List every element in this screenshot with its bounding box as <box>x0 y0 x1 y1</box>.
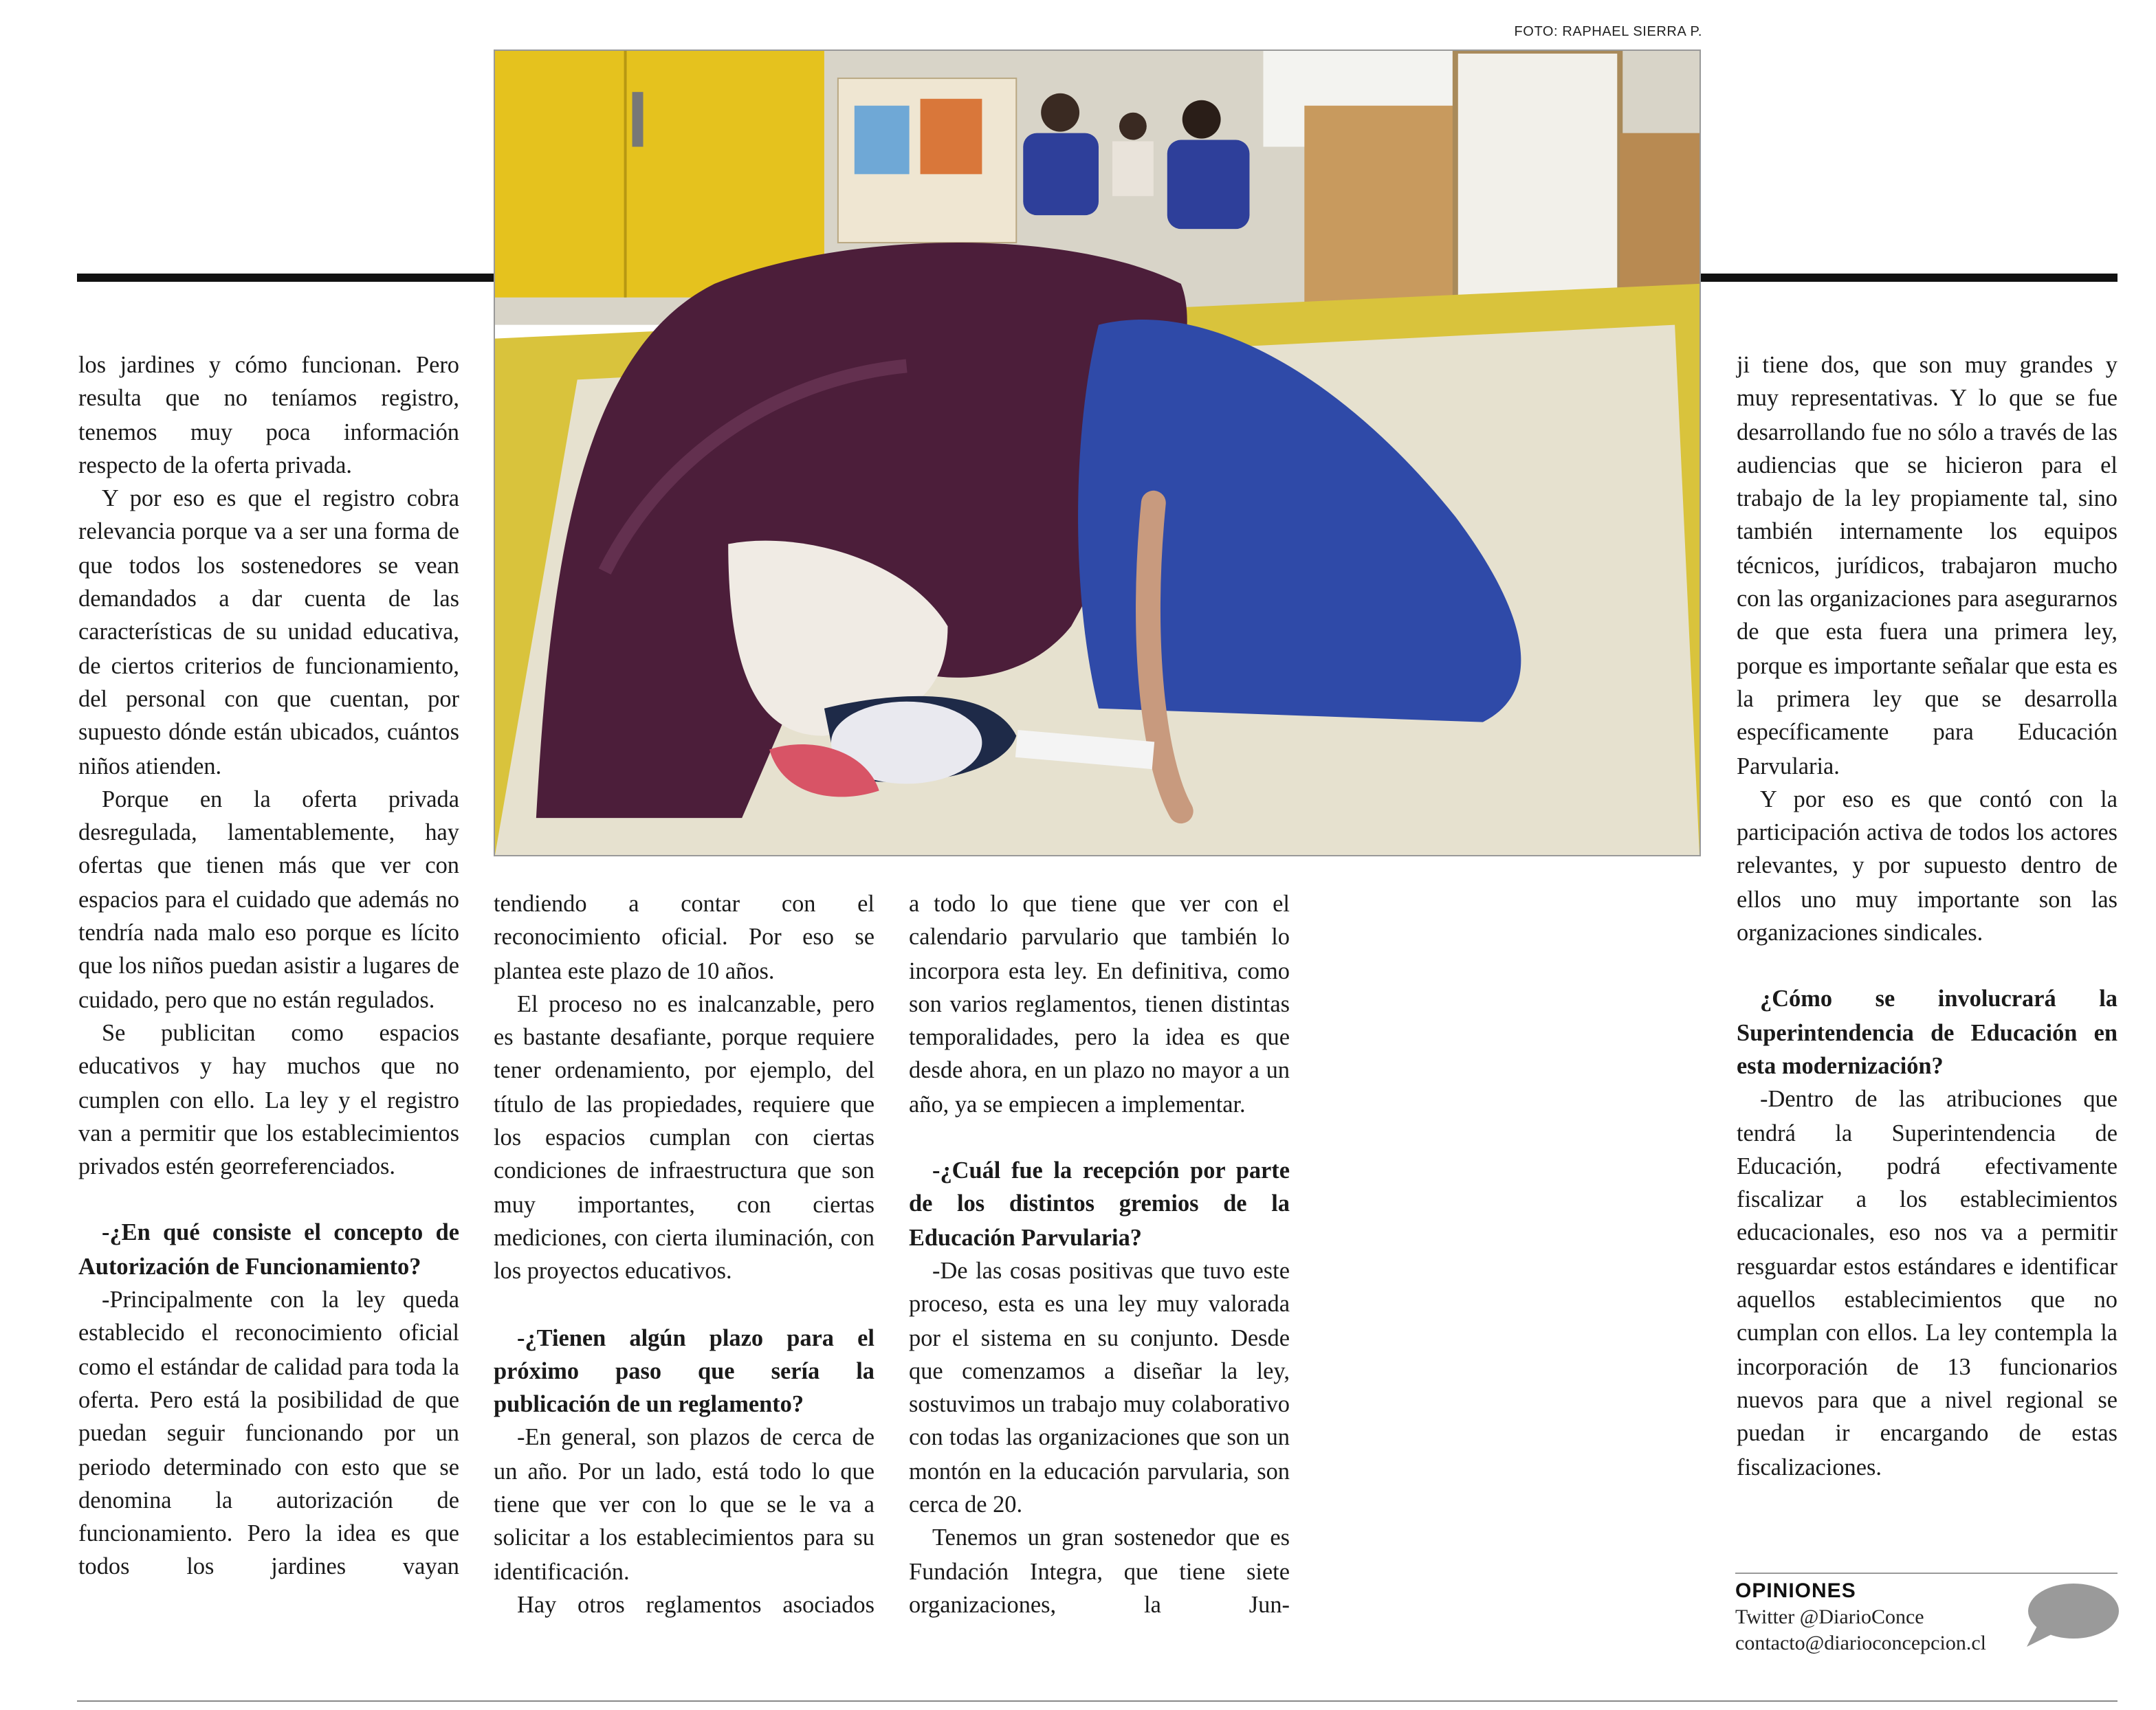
photo-credit: FOTO: RAPHAEL SIERRA P. <box>1514 25 1702 40</box>
article-column-2 <box>494 888 874 1622</box>
col4-answer: -Dentro de las atribuciones que tendrá la Superintendencia de Educación, podrá efectivamente fiscalizar a los establecimientos educacionales, eso nos va a permitir resguardar estos estándares e identificar aquellos establecimientos que no cumplan con ellos. La ley contempla la incorporación de 13 funcionarios nuevos para que a nivel regional se puedan ir encargando de estas fiscalizaciones. <box>1737 1086 2118 1480</box>
article-column-3 <box>909 888 1290 1622</box>
col2-answer: -En general, son plazos de cerca de un año. Por un lado, está todo lo que tiene que ver con lo que se le va a solicitar a los establecimientos para su identificación. <box>494 1424 874 1585</box>
twitter-handle[interactable]: Twitter @DiarioConce <box>1735 1607 1924 1629</box>
col1-paragraph-3: Porque en la oferta privada desregulada, lamentablemente, hay ofertas que tienen más que ver con espacios para el cuidado que además no tendría nada malo eso porque es lícito que los niños puedan asistir a lugares de cuidado, pero que no están regulados. <box>78 786 459 1013</box>
col2-question: -¿Tienen algún plazo para el próximo paso que sería la publicación de un reglamento? <box>494 1324 874 1418</box>
classroom-photo-illustration <box>495 51 1700 855</box>
col2-paragraph-3: Hay otros reglamentos asociados <box>517 1591 874 1618</box>
col4-paragraph-2: Y por eso es que contó con la participación activa de todos los actores relevantes, y por supuesto dentro de ellos uno muy importante son las organizaciones sindicales. <box>1737 786 2118 946</box>
col3-answer: -De las cosas positivas que tuvo este proceso, esta es una ley muy valorada por el sistema en su conjunto. Desde que comenzamos a diseñar la ley, sostuvimos un trabajo muy colaborativo con todas las organizaciones que son un montón en la educación parvularia, son cerca de 20. <box>909 1257 1290 1518</box>
col1-paragraph-2: Y por eso es que el registro cobra relevancia porque va a ser una forma de que todos los sostenedores se vean demandados a dar cuenta de las características de su unidad educativa, de ciertos criterios de funcionamiento, del personal con que cuentan, por supuesto dónde están ubicados, cuántos niños atienden. <box>78 485 459 779</box>
article-column-4 <box>1737 349 2118 1485</box>
classroom-photo <box>494 49 1701 856</box>
col2-paragraph-1: tendiendo a contar con el reconocimiento oficial. Por eso se plantea este plazo de 10 años. <box>494 891 874 984</box>
col1-paragraph-1: los jardines y cómo funcionan. Pero resulta que no teníamos registro, tenemos muy poca información respecto de la oferta privada. <box>78 352 459 478</box>
speech-bubble-icon <box>2021 1581 2120 1650</box>
col4-paragraph-1: ji tiene dos, que son muy grandes y muy representativas. Y lo que se fue desarrollando fue no sólo a través de las audiencias que se hicieron para el trabajo de la ley propiamente tal, sino también internamente los equipos técnicos, jurídicos, trabajaron mucho con las organizaciones para asegurarnos de que esta fuera una primera ley, porque es importante señalar que esta es la primera ley que se desarrolla específicamente para Educación Parvularia. <box>1737 352 2118 779</box>
top-rule-left <box>77 274 494 282</box>
bottom-rule <box>77 1700 2118 1702</box>
top-rule-right <box>1701 274 2118 282</box>
col4-question: ¿Cómo se involucrará la Superintendencia de Educación en esta modernización? <box>1737 986 2118 1079</box>
contact-email[interactable]: contacto@diarioconcepcion.cl <box>1735 1633 1986 1655</box>
col2-paragraph-2: El proceso no es inalcanzable, pero es bastante desafiante, porque requiere tener ordenamiento, por ejemplo, del título de las propiedades, requiere que los espacios cumplan con ciertas condiciones de infraestructura que son muy importantes, con ciertas mediciones, con cierta iluminación, con los proyectos educativos. <box>494 990 874 1285</box>
col3-question: -¿Cuál fue la recepción por parte de los distintos gremios de la Educación Parvularia? <box>909 1157 1290 1251</box>
col3-paragraph-2: Tenemos un gran sostenedor que es Fundación Integra, que tiene siete organizaciones, la Jun- <box>909 1524 1290 1618</box>
col1-paragraph-4: Se publicitan como espacios educativos y hay muchos que no cumplen con ello. La ley y el registro van a permitir que los establecimientos privados estén georreferenciados. <box>78 1019 459 1180</box>
col1-question: -¿En qué consiste el concepto de Autorización de Funcionamiento? <box>78 1219 459 1280</box>
article-column-1 <box>78 349 459 1584</box>
opiniones-title: OPINIONES <box>1735 1579 1856 1603</box>
col1-answer: -Principalmente con la ley queda establecido el reconocimiento oficial como el estándar de calidad para toda la oferta. Pero está la posibilidad de que puedan seguir funcionando por un periodo determinado con esto que se denomina la autorización de funcionamiento. Pero la idea es que todos los jardines vayan <box>78 1287 459 1580</box>
col3-paragraph-1: a todo lo que tiene que ver con el calendario parvulario que también lo incorpora esta ley. En definitiva, como son varios reglamentos, tienen distintas temporalidades, pero la idea es que desde ahora, en un plazo no mayor a un año, ya se empiecen a implementar. <box>909 891 1290 1118</box>
